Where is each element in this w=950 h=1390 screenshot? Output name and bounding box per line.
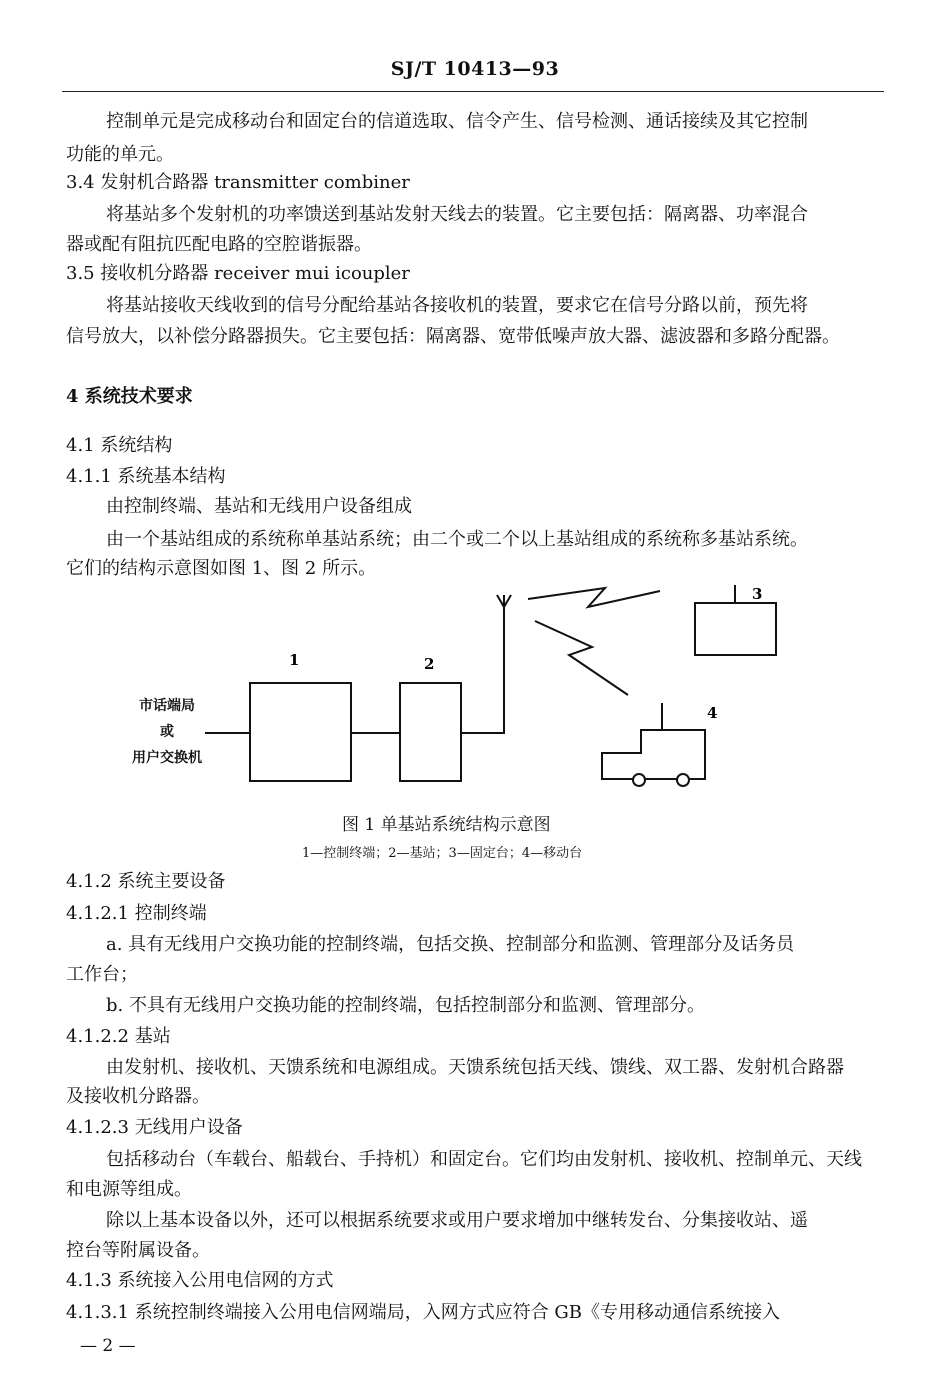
subsection-heading: 4.1.1 系统基本结构	[66, 466, 226, 487]
section-heading: 4 系统技术要求	[66, 386, 193, 407]
list-item-b: b. 不具有无线用户交换功能的控制终端，包括控制部分和监测、管理部分。	[106, 995, 705, 1016]
label-1: 1	[289, 651, 300, 669]
subsection-heading: 4.1.2.2 基站	[66, 1026, 171, 1047]
radio-link-icon	[528, 588, 660, 607]
term-heading: 3.4 发射机合路器 transmitter combiner	[66, 172, 410, 193]
subsection-heading: 4.1.2.1 控制终端	[66, 903, 207, 924]
list-item-a: a. 具有无线用户交换功能的控制终端，包括交换、控制部分和监测、管理部分及话务员	[106, 934, 795, 955]
fixed-station-box	[695, 603, 776, 655]
para-line: 除以上基本设备以外，还可以根据系统要求或用户要求增加中继转发台、分集接收站、遥	[106, 1210, 808, 1231]
figure-legend: 1—控制终端；2—基站；3—固定台；4—移动台	[302, 846, 583, 861]
para-line: 控台等附属设备。	[66, 1240, 210, 1261]
para-line: 功能的单元。	[66, 144, 174, 165]
antenna-icon	[497, 595, 511, 607]
para-line: 包括移动台（车载台、船载台、手持机）和固定台。它们均由发射机、接收机、控制单元、天线	[106, 1149, 862, 1170]
header-rule	[62, 91, 884, 92]
vehicle-icon	[602, 730, 705, 779]
label-4: 4	[707, 704, 718, 722]
para-line: 工作台；	[66, 964, 138, 985]
exchange-label	[112, 693, 222, 771]
para-line: 由发射机、接收机、天馈系统和电源组成。天馈系统包括天线、馈线、双工器、发射机合路器	[106, 1057, 844, 1078]
para-line: 由一个基站组成的系统称单基站系统；由二个或二个以上基站组成的系统称多基站系统。	[106, 529, 808, 550]
figure-caption: 图 1 单基站系统结构示意图	[342, 815, 551, 835]
wheel-icon	[677, 774, 689, 786]
para-line: 4.1.3.1 系统控制终端接入公用电信网端局，入网方式应符合 GB《专用移动通信系统接入	[66, 1302, 781, 1323]
antenna-feed-line	[461, 607, 504, 733]
para-line: 器或配有阻抗匹配电路的空腔谐振器。	[66, 234, 372, 255]
para-line: 将基站接收天线收到的信号分配给基站各接收机的装置，要求它在信号分路以前，预先将	[106, 295, 808, 316]
page-number: — 2 —	[80, 1336, 136, 1356]
subsection-heading: 4.1.2.3 无线用户设备	[66, 1117, 243, 1138]
para-line: 信号放大，以补偿分路器损失。它主要包括：隔离器、宽带低噪声放大器、滤波器和多路分配器。	[66, 326, 840, 347]
para-line: 它们的结构示意图如图 1、图 2 所示。	[66, 558, 377, 579]
exchange-label-line: 市话端局	[139, 698, 195, 714]
control-terminal-box	[250, 683, 351, 781]
label-2: 2	[424, 655, 435, 673]
exchange-label-line: 用户交换机	[132, 750, 202, 766]
para-line: 将基站多个发射机的功率馈送到基站发射天线去的装置。它主要包括：隔离器、功率混合	[106, 204, 808, 225]
subsection-heading: 4.1.2 系统主要设备	[66, 871, 226, 892]
subsection-heading: 4.1 系统结构	[66, 435, 173, 456]
label-3: 3	[752, 585, 763, 603]
radio-link-icon	[535, 621, 628, 695]
para-line: 和电源等组成。	[66, 1179, 192, 1200]
standard-number: SJ/T 10413—93	[390, 58, 560, 80]
term-heading: 3.5 接收机分路器 receiver mui icoupler	[66, 263, 410, 284]
para-line: 由控制终端、基站和无线用户设备组成	[106, 496, 412, 517]
exchange-label-line: 或	[160, 724, 174, 740]
subsection-heading: 4.1.3 系统接入公用电信网的方式	[66, 1270, 334, 1291]
para-line: 控制单元是完成移动台和固定台的信道选取、信令产生、信号检测、通话接续及其它控制	[106, 111, 808, 132]
wheel-icon	[633, 774, 645, 786]
para-line: 及接收机分路器。	[66, 1086, 210, 1107]
base-station-box	[400, 683, 461, 781]
